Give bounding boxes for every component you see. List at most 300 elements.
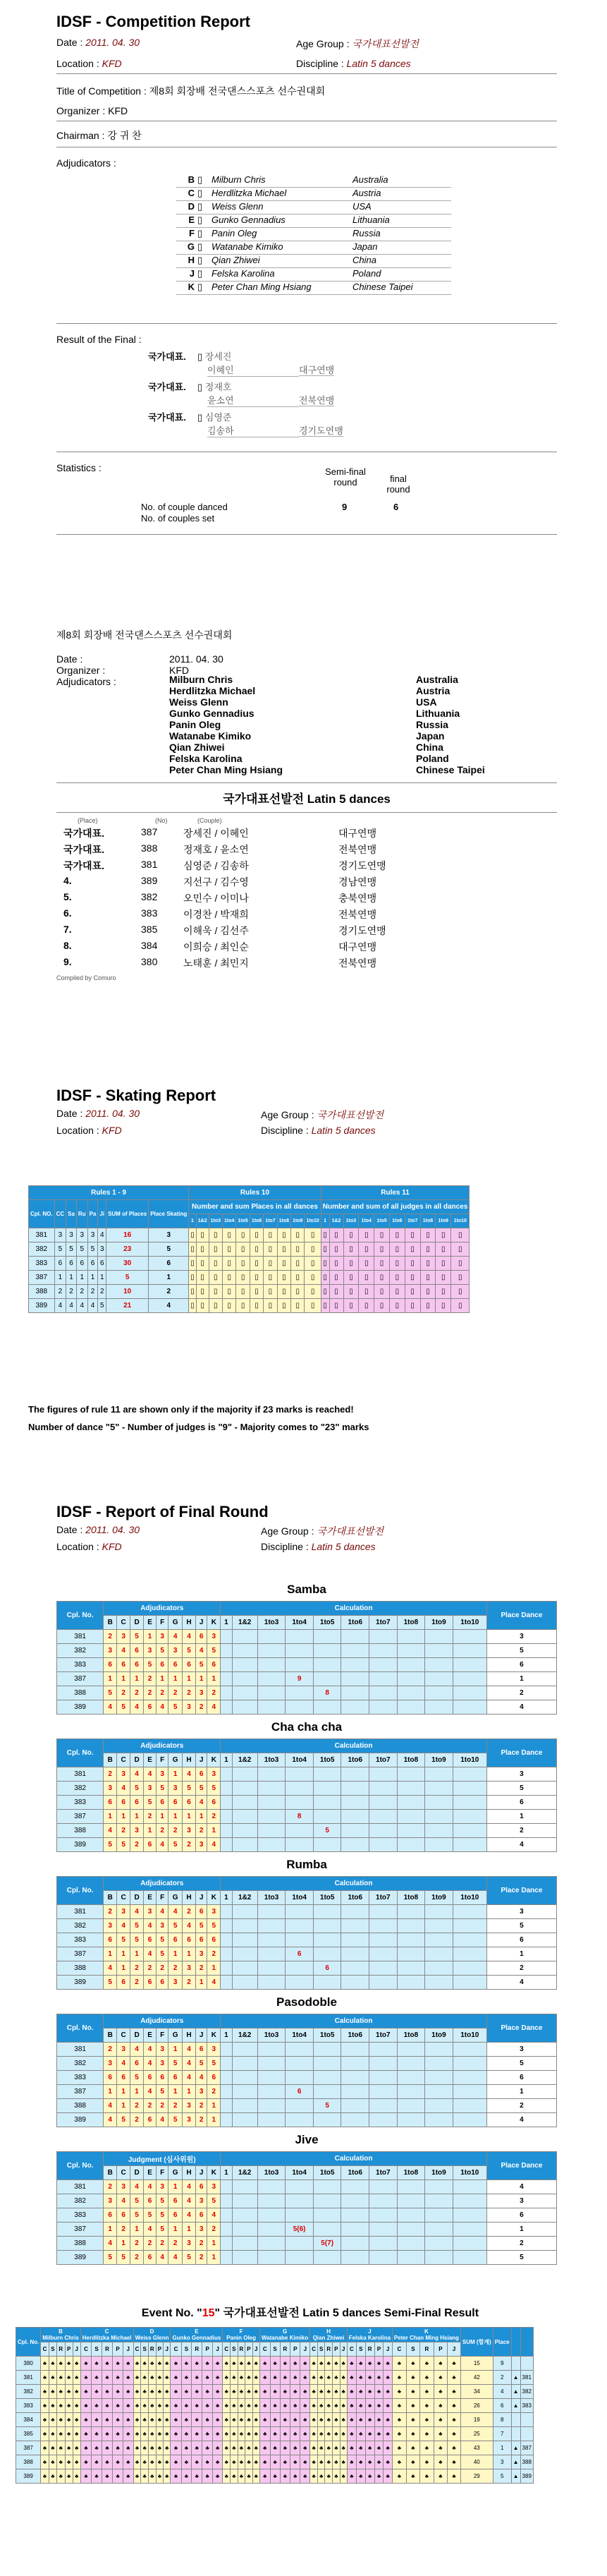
calc-col: 1to10 (453, 2028, 486, 2043)
judge-letter: D (130, 2028, 144, 2043)
semi-mark: ♣ (102, 2413, 112, 2427)
judge-mark: 6 (144, 1700, 157, 1715)
calc-cell (425, 1700, 453, 1715)
judge-letter: C (117, 2166, 130, 2180)
semi-mark: ♣ (181, 2371, 192, 2385)
adjudicator-list (176, 174, 557, 295)
judge-mark: 4 (168, 2251, 183, 2265)
semi-mark: ♣ (280, 2441, 290, 2455)
calc-cell (453, 1644, 486, 1658)
semi-mark: ♣ (73, 2455, 80, 2469)
calc-cell (341, 2071, 369, 2085)
calc-cell (341, 1933, 369, 1947)
adj-country: Chinese Taipei (352, 282, 451, 295)
semi-mark: ♣ (113, 2427, 123, 2441)
rule10-cell: ▯ (250, 1242, 263, 1257)
rule10-cell: ▯ (291, 1228, 305, 1242)
summary-n: 387 (141, 826, 158, 837)
rule11-cell: ▯ (451, 1228, 470, 1242)
rule10-cell: ▯ (291, 1299, 305, 1313)
dance-abbr: C (259, 2342, 270, 2357)
calc-cell (286, 1686, 314, 1700)
calc-col-header: 1 (321, 1214, 329, 1228)
dance-row (57, 1686, 557, 1700)
judge-mark: 4 (207, 2208, 221, 2223)
dance-name: Jive (295, 2133, 319, 2146)
judge-mark: 4 (130, 1905, 144, 1919)
dance-abbr: P (333, 2342, 340, 2357)
calc-cell (286, 2113, 314, 2127)
dance-place: 6 (66, 1257, 77, 1271)
result-place: 국가대표. (148, 351, 186, 362)
result-partner-b: 이혜인 (207, 363, 299, 377)
cpl-no: 389 (57, 1976, 104, 1990)
semi-mark: ♣ (113, 2399, 123, 2413)
judge-letter: F (157, 1891, 168, 1905)
rule10-cell: ▯ (196, 1242, 209, 1257)
judge-mark: 4 (183, 2057, 196, 2071)
judge-mark: 4 (157, 1905, 168, 1919)
summary-club: 대구연맹 (338, 941, 377, 953)
semi-mark: ♣ (245, 2441, 252, 2455)
dance-place: 4 (486, 2113, 556, 2127)
semi-mark: ♣ (49, 2399, 56, 2413)
semi-mark: ♣ (148, 2469, 156, 2484)
semi-mark: ♣ (310, 2455, 318, 2469)
calc-col: 1to8 (397, 2028, 425, 2043)
judge-mark: 5 (130, 2208, 144, 2223)
judge-letter: G (168, 1891, 183, 1905)
skating-note-2: Number of dance "5" - Number of judges is "9" - Majority comes to "23" marks (28, 1422, 369, 1432)
calc-cell (397, 1976, 425, 1990)
judge-mark: 4 (157, 2251, 168, 2265)
dance-place: 2 (76, 1285, 87, 1299)
judge-letter: C (117, 1753, 130, 1767)
semi-mark: ♣ (171, 2357, 181, 2371)
judge-mark: 6 (207, 2071, 221, 2085)
calc-cell (369, 1810, 398, 1824)
judge-mark: 6 (196, 1905, 207, 1919)
dance-place: 5 (486, 1919, 556, 1933)
calc-cell (369, 2194, 398, 2208)
calc-cell (453, 2251, 486, 2265)
cpl-no: 389 (57, 1700, 104, 1715)
judge-mark: 6 (144, 2194, 157, 2208)
calc-col: 1to3 (257, 1616, 286, 1630)
rule11-cell: ▯ (329, 1257, 343, 1271)
judge-mark: 4 (104, 1824, 117, 1838)
calc-cell (257, 2208, 286, 2223)
semi-mark: ♣ (238, 2385, 245, 2399)
adj-country: China (352, 255, 451, 268)
semi-mark: ♣ (259, 2399, 270, 2413)
calc-cell (257, 1838, 286, 1852)
cpl-no: 387 (57, 1672, 104, 1686)
judge-letter: G (168, 2028, 183, 2043)
rule10-cell: ▯ (277, 1257, 290, 1271)
calc-cell (369, 1976, 398, 1990)
semi-mark: ♣ (333, 2385, 340, 2399)
judge-letter: F (157, 2166, 168, 2180)
judge-mark: 2 (130, 1976, 144, 1990)
semi-mark: ♣ (245, 2455, 252, 2469)
dance-place: 4 (98, 1228, 106, 1242)
semi-mark: ♣ (333, 2469, 340, 2484)
semi-mark: ♣ (113, 2441, 123, 2455)
rule10-cell: ▯ (305, 1285, 321, 1299)
calc-col: 1to7 (369, 1753, 398, 1767)
dance-place: 5 (486, 1782, 556, 1796)
semi-mark: ♣ (252, 2427, 259, 2441)
adj-header: Adjudicators (104, 1877, 221, 1891)
summary-p: 9. (63, 956, 72, 967)
calc-col: 1to6 (341, 1891, 369, 1905)
semi-mark: ♣ (325, 2413, 333, 2427)
judge-mark: 6 (117, 2071, 130, 2085)
rule11-cell: ▯ (405, 1257, 420, 1271)
semi-mark: ♣ (300, 2413, 310, 2427)
semi-mark: ♣ (325, 2441, 333, 2455)
judge-mark: 1 (196, 1672, 207, 1686)
calc-col-header: 1to7 (264, 1214, 277, 1228)
calc-cell (341, 1686, 369, 1700)
calc-cell (257, 2180, 286, 2194)
judge-mark: 5 (130, 1630, 144, 1644)
calc-cell (221, 1686, 232, 1700)
semi-mark: ♣ (252, 2441, 259, 2455)
dance-row (57, 2113, 557, 2127)
rule11-cell: ▯ (420, 1242, 436, 1257)
judge-letter: H (183, 1891, 196, 1905)
chairman-value: 강 귀 찬 (107, 130, 142, 141)
semi-mark: ♣ (156, 2469, 163, 2484)
semi-mark: ♣ (270, 2371, 280, 2385)
calc-header: Calculation (221, 1602, 487, 1616)
summary-adj-name: Felska Karolina (169, 753, 243, 764)
judge-mark: 1 (144, 1824, 157, 1838)
cpl-no: 387 (57, 1947, 104, 1961)
semi-mark: ♣ (56, 2469, 65, 2484)
calc-cell (313, 1947, 341, 1961)
judge-mark: 2 (144, 2099, 157, 2113)
dance-place: 5 (87, 1242, 98, 1257)
judge-letter: H (183, 2028, 196, 2043)
semi-mark: ♣ (41, 2385, 49, 2399)
semi-mark: ♣ (164, 2427, 171, 2441)
summary-adj-name: Panin Oleg (169, 719, 221, 730)
judge-mark: 2 (183, 1686, 196, 1700)
semi-mark: ♣ (252, 2455, 259, 2469)
summary-club: 경남연맹 (338, 876, 377, 888)
dance-place: 3 (486, 2043, 556, 2057)
adj-box: ▯ (197, 282, 211, 295)
calc-cell (232, 2057, 257, 2071)
semi-mark: ♣ (290, 2441, 300, 2455)
judge-mark: 5 (157, 2208, 168, 2223)
judge-mark: 4 (183, 1630, 196, 1644)
semi-row (16, 2385, 534, 2399)
judge-mark: 1 (117, 2237, 130, 2251)
summary-p: 8. (63, 940, 72, 951)
judge-mark: 5 (196, 1919, 207, 1933)
calc-col-header: 1to3 (343, 1214, 359, 1228)
calc-cell (453, 2194, 486, 2208)
dance-row (57, 1782, 557, 1796)
cpl-no: 389 (57, 2251, 104, 2265)
calc-col: 1to9 (425, 1616, 453, 1630)
calc-cell (453, 2237, 486, 2251)
judge-mark: 5 (183, 1782, 196, 1796)
adj-country: Austria (352, 188, 451, 201)
calc-cell (453, 1796, 486, 1810)
calc-col: 1to7 (369, 1891, 398, 1905)
judge-mark: 6 (144, 2251, 157, 2265)
rule10-cell: ▯ (305, 1242, 321, 1257)
competition-report (56, 13, 557, 539)
rules19-header: Rules 1 - 9 (29, 1186, 189, 1200)
calc-cell (341, 1782, 369, 1796)
dance-name: Cha cha cha (271, 1720, 343, 1734)
judge-letter: D (130, 1616, 144, 1630)
semi-mark: ♣ (73, 2427, 80, 2441)
semi-mark: ♣ (384, 2441, 393, 2455)
judge-mark: 1 (207, 1824, 221, 1838)
calc-cell (286, 2071, 314, 2085)
rule10-cell: ▯ (236, 1257, 250, 1271)
judge-mark: 6 (104, 1933, 117, 1947)
calc-cell (369, 2180, 398, 2194)
summary-date: 2011. 04. 30 (169, 653, 223, 665)
calc-cell (425, 2194, 453, 2208)
semi-qualified (520, 2357, 533, 2371)
semi-mark: ♣ (56, 2371, 65, 2385)
judge-mark: 2 (117, 2223, 130, 2237)
semi-mark: ♣ (310, 2399, 318, 2413)
cpl-no: 382 (29, 1242, 55, 1257)
calc-cell (453, 1933, 486, 1947)
skating-row (29, 1285, 470, 1299)
judge-mark: 3 (104, 1644, 117, 1658)
calc-cell (313, 1782, 341, 1796)
rule11-cell: ▯ (436, 1285, 451, 1299)
semi-mark: ♣ (156, 2371, 163, 2385)
toc-label: Title of Competition : (56, 85, 147, 97)
semi-mark: ♣ (252, 2413, 259, 2427)
semi-mark: ♣ (231, 2469, 238, 2484)
rule11-cell: ▯ (321, 1242, 329, 1257)
judge-mark: 1 (117, 1947, 130, 1961)
calc-cell (232, 2071, 257, 2085)
judge-mark: 2 (104, 1630, 117, 1644)
rule10-cell: ▯ (250, 1271, 263, 1285)
semi-mark: ♣ (365, 2385, 374, 2399)
semi-mark: ♣ (406, 2455, 419, 2469)
semi-mark: ♣ (447, 2371, 460, 2385)
calc-col: 1to3 (257, 1753, 286, 1767)
judge-letter: K (207, 2166, 221, 2180)
judge-mark: 1 (130, 1672, 144, 1686)
judge-mark: 1 (207, 2251, 221, 2265)
summary-club: 충북연맹 (338, 893, 377, 904)
calc-cell (425, 1630, 453, 1644)
semi-mark: ♣ (384, 2385, 393, 2399)
summary-adj-name: Peter Chan Ming Hsiang (169, 764, 283, 775)
calc-col: 1to8 (397, 1616, 425, 1630)
rule11-cell: ▯ (329, 1271, 343, 1285)
adj-box: ▯ (197, 268, 211, 282)
semi-mark: ♣ (300, 2399, 310, 2413)
result-place: 국가대표. (148, 382, 186, 392)
cpl-no: 382 (57, 1782, 104, 1796)
judge-mark: 4 (130, 1700, 144, 1715)
dance-row (57, 1961, 557, 1976)
judge-mark: 3 (104, 1919, 117, 1933)
semi-mark: ♣ (141, 2399, 148, 2413)
judge-mark: 6 (157, 1976, 168, 1990)
judge-mark: 1 (104, 2223, 117, 2237)
judge-mark: 6 (168, 2208, 183, 2223)
calc-cell (453, 1976, 486, 1990)
judge-mark: 1 (104, 1672, 117, 1686)
semi-cpl: 383 (16, 2399, 41, 2413)
semi-mark: ♣ (356, 2371, 365, 2385)
calc-cell (369, 1782, 398, 1796)
summary-row (63, 842, 557, 857)
semi-mark: ♣ (148, 2427, 156, 2441)
calc-col-header: 1to4 (223, 1214, 236, 1228)
judge-mark: 1 (130, 1947, 144, 1961)
calc-cell (453, 2223, 486, 2237)
rule10-cell: ▯ (250, 1228, 263, 1242)
skating-row (29, 1228, 470, 1242)
semi-judge-header: J Felska Karolina (347, 2328, 392, 2342)
semi-mark: ♣ (406, 2371, 419, 2385)
place-skating: 1 (149, 1271, 189, 1285)
semi-mark: ♣ (65, 2455, 73, 2469)
semi-mark: ♣ (434, 2427, 447, 2441)
semi-judge-header: F Panin Oleg (223, 2328, 260, 2342)
calc-cell (257, 1796, 286, 1810)
calc-cell (221, 2251, 232, 2265)
calc-col: 1to5 (313, 1891, 341, 1905)
dance-abbr: S (318, 2342, 325, 2357)
semi-mark: ♣ (123, 2427, 133, 2441)
dance-row (57, 1630, 557, 1644)
calc-col-header: 1&2 (196, 1214, 209, 1228)
judge-mark: 1 (168, 2223, 183, 2237)
judge-mark: 3 (207, 1630, 221, 1644)
dance-place: 4 (486, 2180, 556, 2194)
calc-cell (369, 1672, 398, 1686)
semi-mark: ♣ (102, 2399, 112, 2413)
dance-place: 2 (486, 2237, 556, 2251)
judge-mark: 4 (104, 2237, 117, 2251)
semi-mark: ♣ (245, 2469, 252, 2484)
judge-mark: 4 (196, 1644, 207, 1658)
calc-cell (286, 1700, 314, 1715)
semi-mark: ♣ (406, 2413, 419, 2427)
dance-abbr: P (202, 2342, 213, 2357)
cpl-no: 387 (57, 2223, 104, 2237)
semi-mark: ♣ (123, 2441, 133, 2455)
semi-mark: ♣ (133, 2427, 141, 2441)
semi-mark: ♣ (325, 2469, 333, 2484)
judge-mark: 5 (196, 2057, 207, 2071)
semi-cpl: 388 (16, 2455, 41, 2469)
adj-name: Watanabe Kimiko (211, 241, 352, 255)
final-round-report (56, 1503, 557, 1552)
calc-col: 1to9 (425, 1891, 453, 1905)
calc-header: Calculation (221, 1739, 487, 1753)
judge-mark: 4 (183, 2071, 196, 2085)
summary-p: 7. (63, 924, 72, 935)
semi-mark: ♣ (171, 2441, 181, 2455)
judge-mark: 3 (196, 1947, 207, 1961)
semi-mark: ♣ (325, 2371, 333, 2385)
dance-abbr: R (419, 2342, 434, 2357)
dance-abbr: R (56, 2342, 65, 2357)
semi-final-no-header (520, 2328, 533, 2357)
skating-col-header: Sa (66, 1200, 77, 1228)
fr-loc-label: Location : (56, 1541, 99, 1552)
semi-mark: ♣ (156, 2427, 163, 2441)
semi-sum: 15 (460, 2357, 493, 2371)
cpl-no: 381 (57, 1905, 104, 1919)
judge-mark: 2 (168, 1961, 183, 1976)
calc-col-header: 1to4 (359, 1214, 374, 1228)
judge-mark: 6 (196, 1767, 207, 1782)
judge-letter: H (183, 1616, 196, 1630)
semi-mark: ♣ (333, 2371, 340, 2385)
semi-mark: ♣ (212, 2357, 222, 2371)
cpl-header: Cpl. No. (57, 2014, 104, 2043)
calc-cell (425, 2043, 453, 2057)
skating-col-header: Cpl. NO. (29, 1200, 55, 1228)
rule11-cell: ▯ (405, 1271, 420, 1285)
place-skating: 6 (149, 1257, 189, 1271)
judge-mark: 2 (196, 1961, 207, 1976)
judge-mark: 6 (183, 1933, 196, 1947)
semi-mark: ♣ (245, 2371, 252, 2385)
semi-mark: ♣ (141, 2385, 148, 2399)
summary-club: 전북연맹 (338, 957, 377, 969)
semi-mark: ♣ (181, 2427, 192, 2441)
calc-cell (369, 1644, 398, 1658)
semi-mark: ♣ (280, 2469, 290, 2484)
judge-mark: 4 (196, 2071, 207, 2085)
sk-loc: KFD (102, 1125, 122, 1136)
semi-mark: ♣ (141, 2357, 148, 2371)
semi-mark: ♣ (65, 2385, 73, 2399)
calc-cell (369, 2113, 398, 2127)
dance-abbr: P (434, 2342, 447, 2357)
judge-mark: 2 (207, 1947, 221, 1961)
rule10-cell: ▯ (277, 1228, 290, 1242)
semi-mark: ♣ (56, 2441, 65, 2455)
calc-cell: 8 (313, 1686, 341, 1700)
judge-mark: 2 (130, 1838, 144, 1852)
judge-mark: 5 (130, 2071, 144, 2085)
calc-cell (425, 1782, 453, 1796)
rule11-cell: ▯ (343, 1299, 359, 1313)
calc-cell (397, 2113, 425, 2127)
place-header: Place Dance (486, 2014, 556, 2043)
calc-cell (232, 2113, 257, 2127)
calc-cell (221, 1782, 232, 1796)
judge-mark: 3 (104, 2194, 117, 2208)
dance-table (56, 1739, 557, 1852)
semi-mark: ♣ (181, 2413, 192, 2427)
